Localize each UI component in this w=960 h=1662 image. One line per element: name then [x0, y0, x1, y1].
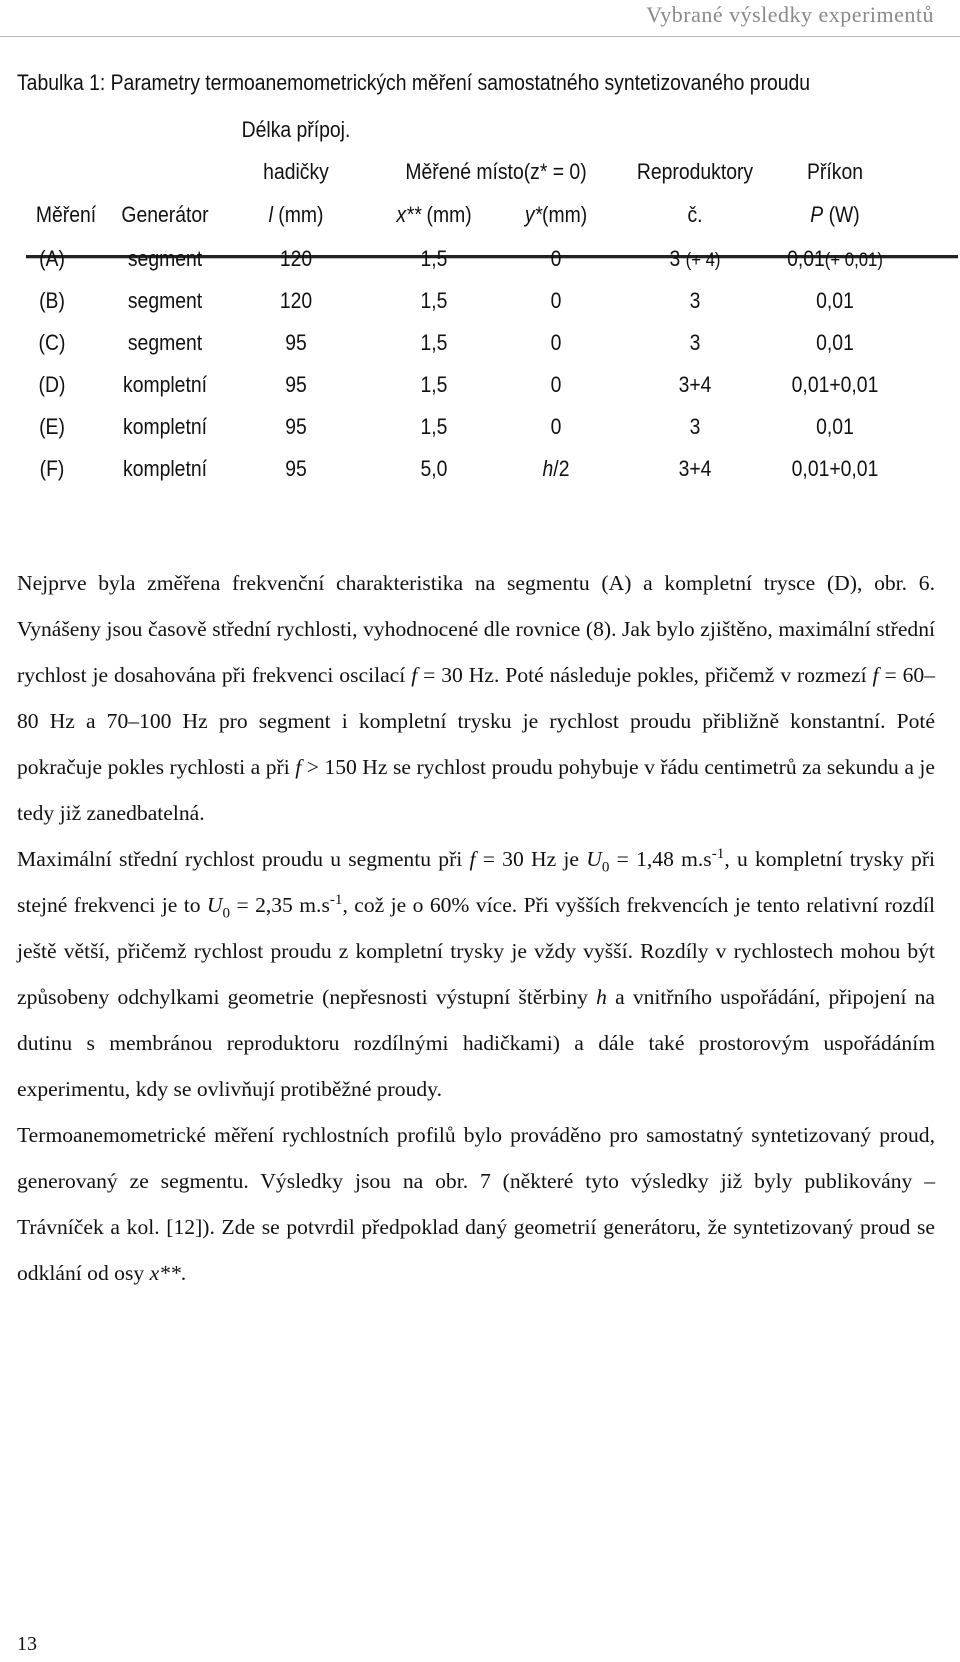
row-b-x: 1,5: [420, 288, 448, 313]
col-header-repro-cislo: č.: [687, 202, 703, 227]
row-a-l: 120: [279, 246, 313, 271]
row-f-repro: 3+4: [678, 456, 712, 481]
row-a-p: 0,01(+ 0,01): [787, 246, 883, 271]
paragraph-3: Termoanemometrické měření rychlostních profilů bylo prováděno pro samostatný syntetizovaný proud, generovaný ze segmentu. Výsledky jsou na obr. 7 (některé tyto výsledky již byly publikovány – Trávníček a kol. [12]). Zde se potvrdil předpoklad daný geometrií generátoru, že syntetizovaný proud se odklání od osy x**.: [17, 1123, 935, 1285]
row-a-generator: segment: [127, 246, 203, 271]
row-c-p: 0,01: [816, 330, 854, 355]
col-header-y: y*(mm): [524, 202, 588, 227]
row-b-p: 0,01: [816, 288, 854, 313]
row-e-mereni: (E): [39, 414, 65, 439]
row-c-x: 1,5: [420, 330, 448, 355]
header-delka-line1: Délka přípoj.: [241, 117, 351, 142]
row-f-mereni: (F): [39, 456, 65, 481]
row-a-repro: 3 (+ 4): [669, 246, 721, 271]
col-header-generator: Generátor: [121, 202, 209, 227]
row-d-x: 1,5: [420, 372, 448, 397]
row-e-p: 0,01: [816, 414, 854, 439]
row-d-generator: kompletní: [123, 372, 207, 397]
paragraph-1: Nejprve byla změřena frekvenční charakteristika na segmentu (A) a kompletní trysce (D), obr. 6. Vynášeny jsou časově střední rychlosti, vyhodnocené dle rovnice (8). Jak bylo zjištěno, maximální střední rychlost je dosahována při frekvenci oscilací f = 30 Hz. Poté následuje pokles, přičemž v rozmezí f = 60–80 Hz a 70–100 Hz pro segment i kompletní trysku je rychlost proudu přibližně konstantní. Poté pokračuje pokles rychlosti a při f > 150 Hz se rychlost proudu pohybuje v řádu centimetrů za sekundu a je tedy již zanedbatelná.: [17, 571, 935, 825]
row-b-l: 120: [279, 288, 313, 313]
row-f-l: 95: [285, 456, 307, 481]
col-header-p: P (W): [810, 202, 860, 227]
header-merene-misto: Měřené místo(z* = 0): [405, 159, 587, 184]
col-header-l: l (mm): [268, 202, 324, 227]
row-e-l: 95: [285, 414, 307, 439]
col-header-x: x** (mm): [396, 202, 472, 227]
row-e-repro: 3: [689, 414, 701, 439]
row-a-x: 1,5: [420, 246, 448, 271]
row-f-generator: kompletní: [123, 456, 207, 481]
row-b-y: 0: [550, 288, 562, 313]
row-c-y: 0: [550, 330, 562, 355]
body-text: [17, 560, 935, 1296]
table-caption: Tabulka 1: Parametry termoanemometrických měření samostatného syntetizovaného proudu: [17, 70, 811, 95]
row-d-p: 0,01+0,01: [791, 372, 879, 397]
row-b-generator: segment: [127, 288, 203, 313]
row-c-repro: 3: [689, 330, 701, 355]
row-e-generator: kompletní: [123, 414, 207, 439]
row-a-mereni: (A): [39, 246, 65, 271]
row-d-repro: 3+4: [678, 372, 712, 397]
row-d-mereni: (D): [38, 372, 66, 397]
row-f-p: 0,01+0,01: [791, 456, 879, 481]
page-number: 13: [17, 1633, 37, 1655]
row-f-x: 5,0: [420, 456, 448, 481]
row-c-l: 95: [285, 330, 307, 355]
header-delka-line2: hadičky: [263, 159, 329, 184]
header-prikon: Příkon: [807, 159, 863, 184]
header-reproduktory: Reproduktory: [636, 159, 754, 184]
row-b-repro: 3: [689, 288, 701, 313]
paragraph-2: Maximální střední rychlost proudu u segmentu při f = 30 Hz je $U_0 = 1,48$ $m.s^{-1}$, u kompletní trysky při stejné frekvenci je to $U_0 = 2,35$ $m.s^{-1}$, což je o 60% více. Při vyšších frekvencích je tento relativní rozdíl ještě větší, přičemž rychlost proudu z kompletní trysky je vždy vyšší. Rozdíly v rychlostech mohou být způsobeny odchylkami geometrie (nepřesnosti výstupní štěrbiny h a vnitřního uspořádání, připojení na dutinu s membránou reproduktoru rozdílnými hadičkami) a dále také prostorovým uspořádáním experimentu, kdy se ovlivňují protiběžné proudy.: [17, 845, 936, 1101]
row-e-x: 1,5: [420, 414, 448, 439]
row-c-generator: segment: [127, 330, 203, 355]
row-b-mereni: (B): [39, 288, 65, 313]
col-header-mereni: Měření: [35, 202, 97, 227]
row-a-y: 0: [550, 246, 562, 271]
row-c-mereni: (C): [38, 330, 66, 355]
running-title: Vybrané výsledky experimentů: [646, 2, 934, 27]
row-e-y: 0: [550, 414, 562, 439]
row-f-y: h/2: [542, 456, 570, 481]
row-d-l: 95: [285, 372, 307, 397]
parameters-table: [0, 0, 960, 520]
row-d-y: 0: [550, 372, 562, 397]
